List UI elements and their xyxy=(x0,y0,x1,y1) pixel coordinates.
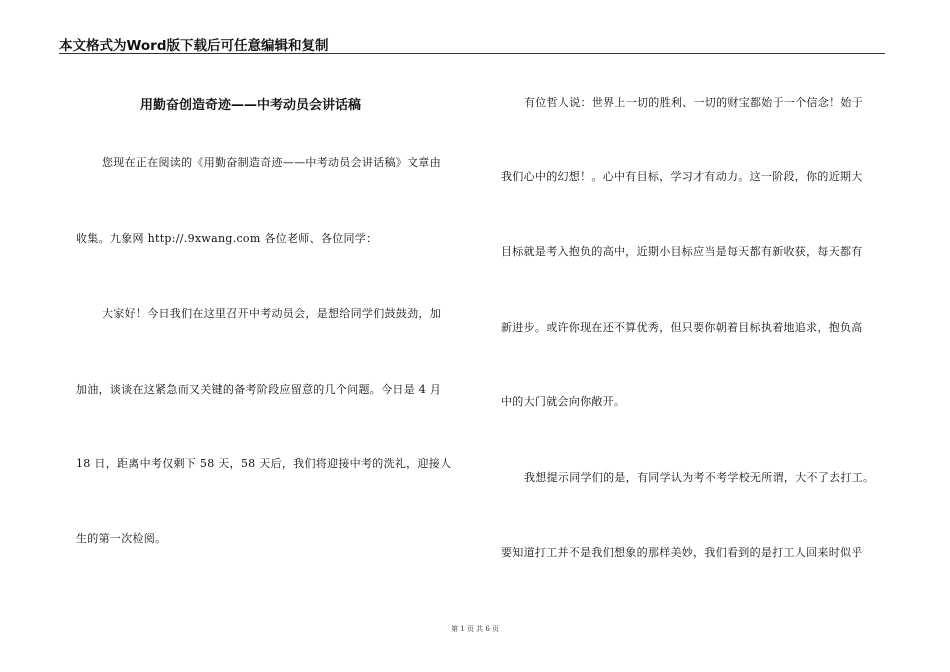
left-line-4: 加油，谈谈在这紧急而又关键的备考阶段应留意的几个问题。今日是 4 月 xyxy=(76,383,442,396)
left-line-1: 您现在正在阅读的《用勤奋制造奇迹——中考动员会讲话稿》文章由 xyxy=(102,156,441,169)
left-line-5: 18 日，距离中考仅剩下 58 天，58 天后，我们将迎接中考的洗礼，迎接人 xyxy=(76,457,452,470)
page-indicator: 第 1 页 共 6 页 xyxy=(450,625,500,633)
right-line-7: 要知道打工并不是我们想象的那样美妙，我们看到的是打工人回来时似乎 xyxy=(501,546,863,559)
page-header xyxy=(59,32,885,54)
right-line-4: 新进步。或许你现在还不算优秀，但只要你朝着目标执着地追求，抱负高 xyxy=(501,321,863,334)
right-line-5: 中的大门就会向你敞开。 xyxy=(501,395,626,408)
left-line-2: 收集。九象网 http://.9xwang.com 各位老师、各位同学： xyxy=(76,232,378,245)
right-line-2: 我们心中的幻想！。心中有目标，学习才有动力。这一阶段，你的近期大 xyxy=(501,170,863,183)
header-text: 本文格式为Word版下载后可任意编辑和复制 xyxy=(59,38,329,54)
left-line-3: 大家好！今日我们在这里召开中考动员会，是想给同学们鼓鼓劲，加 xyxy=(102,307,441,320)
document-title: 用勤奋创造奇迹——中考动员会讲话稿 xyxy=(140,98,362,113)
right-line-3: 目标就是考入抱负的高中，近期小目标应当是每天都有新收获，每天都有 xyxy=(501,245,863,258)
right-line-6: 我想提示同学们的是，有同学认为考不考学校无所谓，大不了去打工。 xyxy=(524,471,875,484)
left-line-6: 生的第一次检阅。 xyxy=(76,532,167,545)
right-line-1: 有位哲人说：世界上一切的胜利、一切的财宝都始于一个信念！始于 xyxy=(524,96,863,109)
